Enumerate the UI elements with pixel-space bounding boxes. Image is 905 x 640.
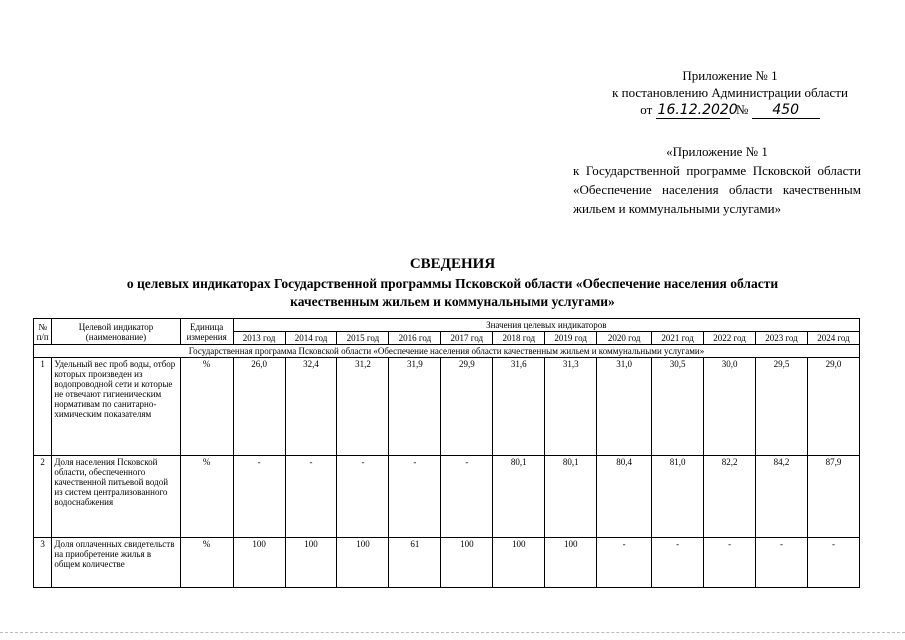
number-label: № bbox=[736, 102, 749, 117]
row-value: 29,0 bbox=[807, 358, 859, 456]
row-value: - bbox=[285, 456, 337, 538]
header-number: № п/п bbox=[34, 319, 52, 345]
row-value: 31,6 bbox=[493, 358, 545, 456]
row-value: 30,0 bbox=[704, 358, 756, 456]
row-unit: % bbox=[180, 456, 233, 538]
row-value: - bbox=[597, 538, 652, 588]
row-value: 26,0 bbox=[233, 358, 285, 456]
document-subtitle bbox=[0, 275, 905, 311]
subtitle-line-1: о целевых индикаторах Государственной программы Псковской области «Обеспечение населения области bbox=[126, 276, 779, 291]
handwritten-number: 450 bbox=[752, 103, 820, 119]
row-value: 87,9 bbox=[807, 456, 859, 538]
row-value: 61 bbox=[389, 538, 441, 588]
year-header: 2021 год bbox=[652, 332, 704, 345]
row-value: - bbox=[441, 456, 493, 538]
year-header: 2023 год bbox=[756, 332, 808, 345]
appendix-header bbox=[580, 67, 880, 119]
row-value: 29,9 bbox=[441, 358, 493, 456]
year-header: 2017 год bbox=[441, 332, 493, 345]
row-unit: % bbox=[180, 358, 233, 456]
row-indicator: Удельный вес проб воды, отбор которых произведен из водопроводной сети и которые не отвечают гигиеническим нормативам по санитарно-химическим показателям bbox=[52, 358, 180, 456]
from-label: от bbox=[640, 102, 653, 117]
table-row bbox=[34, 358, 860, 456]
row-number: 1 bbox=[34, 358, 52, 456]
row-value: - bbox=[337, 456, 389, 538]
row-value: 32,4 bbox=[285, 358, 337, 456]
row-value: - bbox=[652, 538, 704, 588]
year-header: 2014 год bbox=[285, 332, 337, 345]
header-indicator: Целевой индикатор (наименование) bbox=[52, 319, 180, 345]
table-row bbox=[34, 538, 860, 588]
row-value: 31,0 bbox=[597, 358, 652, 456]
year-header: 2024 год bbox=[807, 332, 859, 345]
table-row bbox=[34, 456, 860, 538]
row-value: 84,2 bbox=[756, 456, 808, 538]
row-value: 31,3 bbox=[545, 358, 597, 456]
header-values: Значения целевых индикаторов bbox=[233, 319, 859, 332]
row-value: 82,2 bbox=[704, 456, 756, 538]
row-value: - bbox=[807, 538, 859, 588]
year-header: 2013 год bbox=[233, 332, 285, 345]
row-value: - bbox=[389, 456, 441, 538]
resolution-date-line bbox=[580, 101, 880, 119]
row-value: 29,5 bbox=[756, 358, 808, 456]
row-value: 81,0 bbox=[652, 456, 704, 538]
year-header: 2020 год bbox=[597, 332, 652, 345]
row-value: 100 bbox=[493, 538, 545, 588]
indicators-table bbox=[33, 318, 860, 588]
year-header: 2022 год bbox=[704, 332, 756, 345]
year-header: 2019 год bbox=[545, 332, 597, 345]
row-value: 80,1 bbox=[493, 456, 545, 538]
row-value: 100 bbox=[545, 538, 597, 588]
row-value: - bbox=[756, 538, 808, 588]
row-value: 30,5 bbox=[652, 358, 704, 456]
resolution-line: к постановлению Администрации области bbox=[612, 85, 848, 100]
appendix-quote-text: к Государственной программе Псковской области «Обеспечение населения области качественным жильем и коммунальными услугами» bbox=[573, 163, 861, 216]
table-header-row bbox=[34, 319, 860, 332]
row-number: 3 bbox=[34, 538, 52, 588]
row-value: 100 bbox=[337, 538, 389, 588]
row-value: 100 bbox=[285, 538, 337, 588]
row-number: 2 bbox=[34, 456, 52, 538]
row-value: 100 bbox=[441, 538, 493, 588]
row-indicator: Доля оплаченных свидетельств на приобретение жилья в общем количестве bbox=[52, 538, 180, 588]
row-value: 80,4 bbox=[597, 456, 652, 538]
year-header: 2015 год bbox=[337, 332, 389, 345]
page-edge-divider bbox=[0, 632, 905, 633]
appendix-quote-label: «Приложение № 1 bbox=[666, 144, 768, 159]
appendix-quote bbox=[573, 142, 861, 218]
subtitle-line-2: качественным жильем и коммунальными услугами» bbox=[290, 294, 615, 309]
year-header: 2018 год bbox=[493, 332, 545, 345]
row-value: 80,1 bbox=[545, 456, 597, 538]
row-value: - bbox=[704, 538, 756, 588]
row-value: 31,2 bbox=[337, 358, 389, 456]
row-indicator: Доля населения Псковской области, обеспеченного качественной питьевой водой из систем централизованного водоснабжения bbox=[52, 456, 180, 538]
appendix-label: Приложение № 1 bbox=[682, 68, 778, 83]
row-value: 100 bbox=[233, 538, 285, 588]
row-value: 31,9 bbox=[389, 358, 441, 456]
header-unit: Единица измерения bbox=[180, 319, 233, 345]
program-title-cell: Государственная программа Псковской области «Обеспечение населения области качественным жильем и коммунальными услугами» bbox=[34, 345, 860, 358]
document-heading: СВЕДЕНИЯ bbox=[409, 256, 496, 272]
row-unit: % bbox=[180, 538, 233, 588]
program-row bbox=[34, 345, 860, 358]
year-header: 2016 год bbox=[389, 332, 441, 345]
handwritten-date: 16.12.2020 bbox=[657, 102, 738, 118]
row-value: - bbox=[233, 456, 285, 538]
